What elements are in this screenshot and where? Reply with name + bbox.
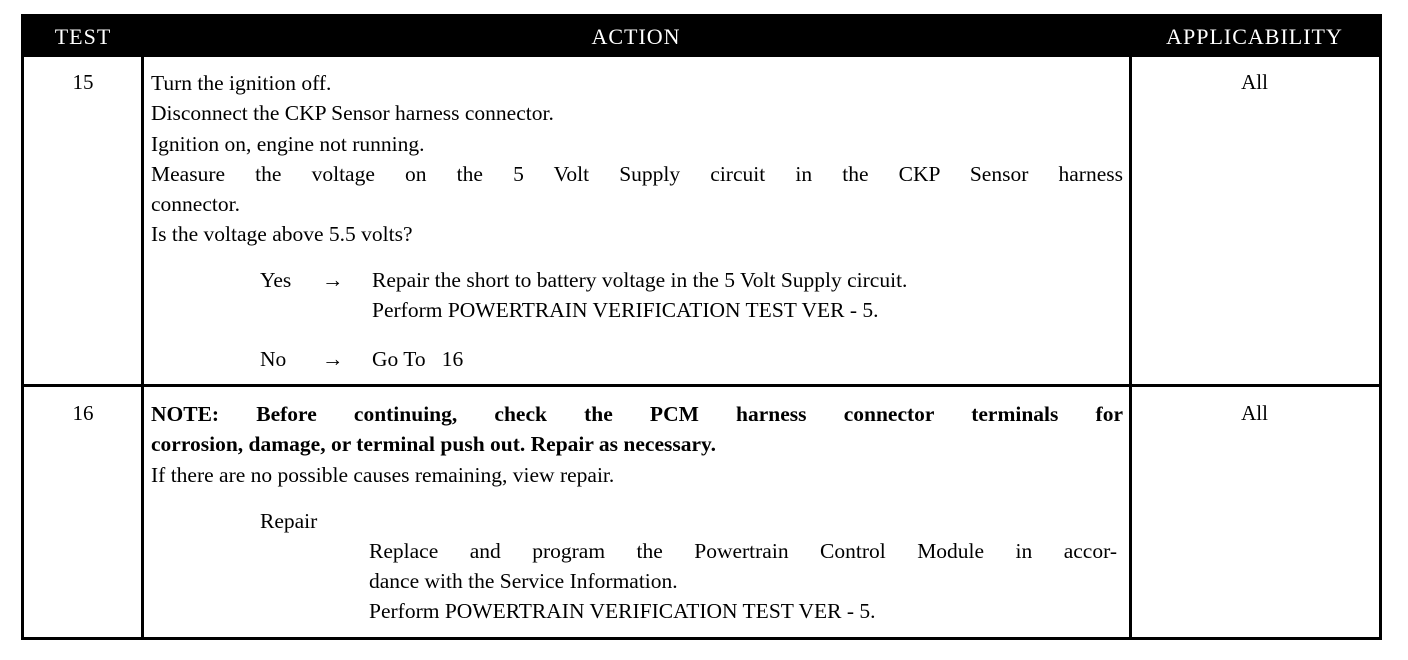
no-label: No <box>260 347 287 371</box>
arrow-icon: → <box>322 268 344 292</box>
step-text: Turn the ignition off. <box>151 71 332 95</box>
step-text: Measure the voltage on the 5 Volt Supply circuit in the CKP Sensor harness <box>151 161 1123 186</box>
repair-text-1: Replace and program the Powertrain Control Module in accor- <box>369 539 1117 563</box>
arrow-icon: → <box>322 347 344 371</box>
action-text-16 <box>151 399 1123 490</box>
applicability-16: All <box>1241 401 1268 425</box>
yes-action-2: Perform POWERTRAIN VERIFICATION TEST VER - 5. <box>372 298 879 322</box>
yes-label: Yes <box>260 268 292 292</box>
note-text: corrosion, damage, or terminal push out. Repair as necessary. <box>151 432 716 457</box>
diagnostic-table <box>21 14 1382 640</box>
test-number-16: 16 <box>72 401 94 425</box>
repair-text-2: dance with the Service Information. <box>369 569 678 593</box>
test-number-15: 15 <box>72 70 94 94</box>
table-header <box>24 17 1379 57</box>
step-text: connector. <box>151 192 240 217</box>
row-divider <box>24 384 1379 387</box>
yes-action-1: Repair the short to battery voltage in the 5 Volt Supply circuit. <box>372 268 908 292</box>
column-divider-test <box>141 57 144 637</box>
column-divider-applicability <box>1129 57 1132 637</box>
applicability-15: All <box>1241 70 1268 94</box>
repair-label: Repair <box>260 509 318 533</box>
step-text: Is the voltage above 5.5 volts? <box>151 222 413 247</box>
step-text: If there are no possible causes remaining, view repair. <box>151 462 615 487</box>
step-text: Disconnect the CKP Sensor harness connector. <box>151 101 554 126</box>
header-test: TEST <box>54 24 112 49</box>
repair-text-3: Perform POWERTRAIN VERIFICATION TEST VER - 5. <box>369 599 876 623</box>
no-action: Go To 16 <box>372 347 464 371</box>
header-applicability: APPLICABILITY <box>1166 24 1343 49</box>
note-text: NOTE: Before continuing, check the PCM harness connector terminals for <box>151 402 1123 426</box>
action-text-15 <box>151 68 1123 250</box>
step-text: Ignition on, engine not running. <box>151 131 425 156</box>
header-action: ACTION <box>591 24 681 49</box>
